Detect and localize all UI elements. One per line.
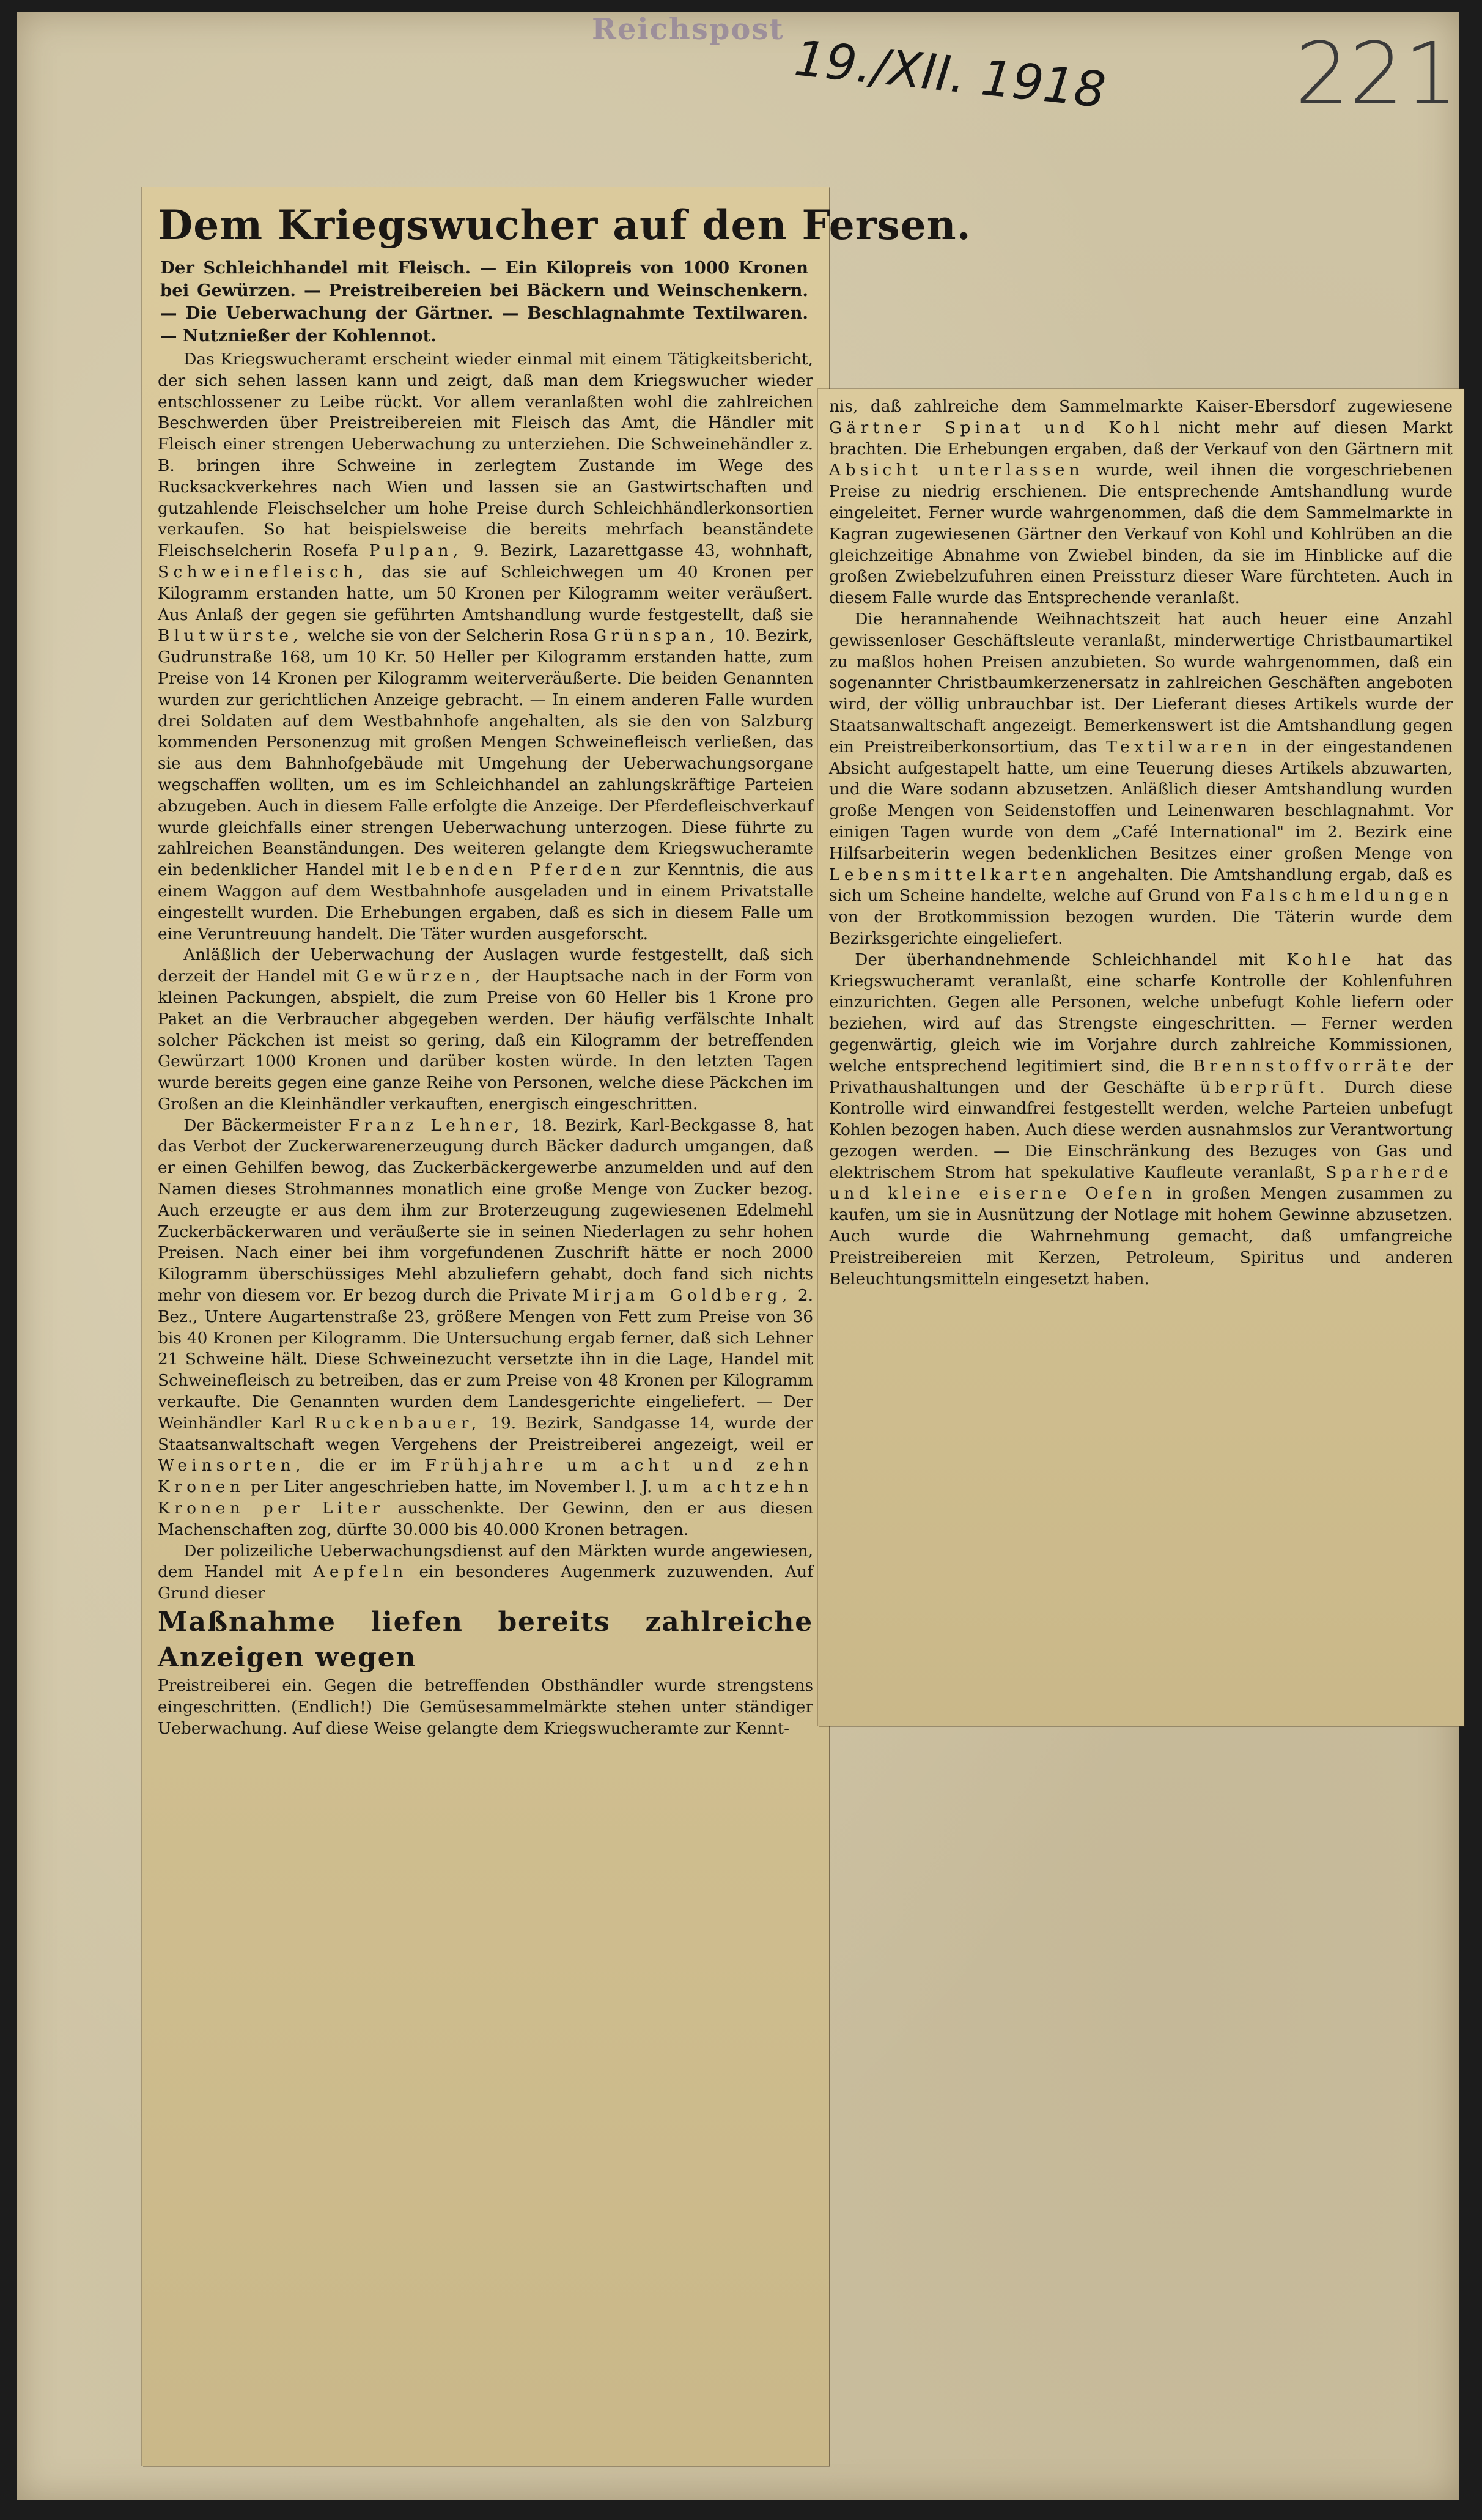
paragraph-markets: Der polizeiliche Ueberwachungsdienst auf den Märkten wurde angewiesen, dem Handel mit Aepfeln ein besonderes Augenmerk zuzuwenden. Auf Grund dieser — [158, 1541, 813, 1603]
clipping-right-column — [818, 389, 1464, 1726]
clipping-left-column — [142, 187, 971, 2466]
article-body-left — [158, 349, 813, 2456]
handwritten-date: 19./XII. 1918 — [792, 29, 1108, 119]
paragraph-coal: Der überhandnehmende Schleichhandel mit Kohle hat das Kriegswucheramt veranlaßt, eine scharfe Kontrolle der Kohlenfuhren einzurichten. Gegen alle Personen, welche unbefugt Kohle liefern oder beziehen, wird auf das Strengste eingeschritten. — Ferner werden gegenwärtig, gleich wie im Vorjahre durch zahlreiche Kommissionen, welche entsprechend legitimiert sind, die Brennstoffvorräte der Privathaushaltungen und der Geschäfte überprüft. Durch diese Kontrolle wird einwandfrei festgestellt werden, welche Parteien unbefugt Kohlen bezogen haben. Auch diese werden ausnahmslos zur Verantwortung gezogen werden. — Die Einschränkung des Bezuges von Gas und elektrischem Strom hat spekulative Kaufleute veranlaßt, Sparherde und kleine eiserne Oefen in großen Mengen zusammen zu kaufen, um sie in Ausnützung der Notlage mit hohem Gewinne abzusetzen. Auch wurde die Wahrnehmung gemacht, daß umfangreiche Preistreibereien mit Kerzen, Petroleum, Spiritus und anderen Beleuchtungsmitteln eingesetzt haben. — [829, 950, 1453, 1288]
article-subhead: Der Schleichhandel mit Fleisch. — Ein Kilopreis von 1000 Kronen bei Gewürzen. — Preistreibereien bei Bäckern und Weinschenkern. — Die Ueberwachung der Gärtner. — Beschlagnahmte Textilwaren. — Nutznießer der Kohlennot. — [160, 258, 808, 345]
paragraph-gardeners: nis, daß zahlreiche dem Sammelmarkte Kaiser-Ebersdorf zugewiesene Gärtner Spinat und Kohl nicht mehr auf diesen Markt brachten. Die Erhebungen ergaben, daß der Verkauf von den Gärtnern mit Absicht unterlassen wurde, weil ihnen die vorgeschriebenen Preise zu niedrig erschienen. Die entsprechende Amtshandlung wurde eingeleitet. Ferner wurde wahrgenommen, daß die dem Sammelmarkte in Kagran zugewiesenen Gärtner den Verkauf von Kohl und Kohlrüben an die gleichzeitige Abnahme von Zwiebel binden, da sie im Hinblicke auf die großen Zwiebelzufuhren einen Preissturz dieser Ware fürchteten. Auch in diesem Falle wurde das Entsprechende veranlaßt. — [829, 397, 1453, 608]
paragraph-meat: Das Kriegswucheramt erscheint wieder einmal mit einem Tätigkeitsbericht, der sich sehen lassen kann und zeigt, daß man dem Kriegswucher wieder entschlossener zu Leibe rückt. Vor allem veranlaßten wohl die zahlreichen Beschwerden über Preistreibereien mit Fleisch das Amt, die Händler mit Fleisch einer strengen Ueberwachung zu unterziehen. Die Schweinehändler z. B. bringen ihre Schweine in zerlegtem Zustande im Wege des Rucksackverkehres nach Wien und lassen sie an Gastwirtschaften und gutzahlende Fleischselcher um hohe Preise durch Schleichhändlerkonsortien verkaufen. So hat beispielsweise die bereits mehrfach beanständete Fleischselcherin Rosefa Pulpan, 9. Bezirk, Lazarettgasse 43, wohnhaft, Schweinefleisch, das sie auf Schleichwegen um 40 Kronen per Kilogramm erstanden hatte, um 50 Kronen per Kilogramm weiter veräußert. Aus Anlaß der gegen sie geführten Amtshandlung wurde festgestellt, daß sie Blutwürste, welche sie von der Selcherin Rosa Grünspan, 10. Bezirk, Gudrunstraße 168, um 10 Kr. 50 Heller per Kilogramm erstanden hatte, zum Preise von 14 Kronen per Kilogramm weiterveräußerte. Die beiden Genannten wurden zur gerichtlichen Anzeige gebracht. — In einem anderen Falle wurden drei Soldaten auf dem Westbahnhofe angehalten, als sie den von Salzburg kommenden Personenzug mit großen Mengen Schweinefleisch verließen, das sie aus dem Bahnhofgebäude mit Umgehung der Ueberwachungsorgane wegschaffen wollten, um es im Schleichhandel an zahlungskräftige Parteien abzugeben. Auch in diesem Falle erfolgte die Anzeige. Der Pferdefleischverkauf wurde gleichfalls einer strengen Ueberwachung unterzogen. Diese führte zu zahlreichen Beanständungen. Des weiteren gelangte dem Kriegswucheramte ein bedenklicher Handel mit lebenden Pferden zur Kenntnis, die aus einem Waggon auf dem Westbahnhofe ausgeladen und in einem Privatstalle eingestellt wurden. Die Erhebungen ergaben, daß es sich in diesem Falle um eine Veruntreuung handelt. Die Täter wurden ausgeforscht. — [158, 350, 814, 944]
paragraph-bakers: Der Bäckermeister Franz Lehner, 18. Bezirk, Karl-Beckgasse 8, hat das Verbot der Zuckerwarenerzeugung durch Bäcker dadurch umgangen, daß er einen Gehilfen bewog, das Zuckerbäckergewerbe anzumelden und auf den Namen dieses Strohmannes monatlich eine große Menge von Zucker bezog. Auch erzeugte er aus dem ihm zur Broterzeugung zugewiesenen Edelmehl Zuckerbäckerwaren und veräußerte sie in seinen Niederlagen zu sehr hohen Preisen. Nach einer bei ihm vorgefundenen Zuschrift hätte er noch 2000 Kilogramm überschüssiges Mehl abzuliefern gehabt, doch fand sich nichts mehr von diesem vor. Er bezog durch die Private Mirjam Goldberg, 2. Bez., Untere Augartenstraße 23, größere Mengen von Fett zum Preise von 36 bis 40 Kronen per Kilogramm. Die Untersuchung ergab ferner, daß sich Lehner 21 Schweine hält. Diese Schweinezucht versetzte ihn in die Lage, Handel mit Schweinefleisch zu betreiben, das er zum Preise von 48 Kronen per Kilogramm verkaufte. Die Genannten wurden dem Landesgerichte eingeliefert. — Der Weinhändler Karl Ruckenbauer, 19. Bezirk, Sandgasse 14, wurde der Staatsanwaltschaft wegen Vergehens der Preistreiberei angezeigt, weil er Weinsorten, die er im Frühjahre um acht und zehn Kronen per Liter angeschrieben hatte, im November l. J. um achtzehn Kronen per Liter ausschenkte. Der Gewinn, den er aus diesen Machenschaften zog, dürfte 30.000 bis 40.000 Kronen betragen. — [158, 1115, 814, 1539]
paragraph-christmas: Die herannahende Weihnachtszeit hat auch heuer eine Anzahl gewissenloser Geschäftsleute veranlaßt, minderwertige Christbaumartikel zu maßlos hohen Preisen anzubieten. So wurde wahrgenommen, daß ein sogenannter Christbaumkerzenersatz in zahlreichen Geschäften angeboten wird, der völlig unbrauchbar ist. Der Lieferant dieses Artikels wurde der Staatsanwaltschaft angezeigt. Bemerkenswert ist die Amtshandlung gegen ein Preistreiberkonsortium, das Textilwaren in der eingestandenen Absicht aufgestapelt hatte, um eine Teuerung dieses Artikels abzuwarten, und die Ware sodann abzusetzen. Anläßlich dieser Amtshandlung wurden große Mengen von Seidenstoffen und Leinenwaren beschlagnahmt. Vor einigen Tagen wurde von dem „Café International" im 2. Bezirk eine Hilfsarbeiterin wegen bedenklichen Besitzes einer großen Menge von Lebensmittelkarten angehalten. Die Amtshandlung ergab, daß es sich um Scheine handelte, welche auf Grund von Falschmeldungen von der Brotkommission bezogen wurden. Die Täterin wurde dem Bezirksgerichte eingeliefert. — [829, 609, 1453, 948]
newspaper-stamp: Reichspost — [592, 12, 784, 46]
bold-line: Maßnahme liefen bereits zahlreiche Anzeigen wegen — [158, 1606, 813, 1674]
paragraph-markets-cont: Preistreiberei ein. Gegen die betreffenden Obsthändler wurde strengstens eingeschritten. (Endlich!) Die Gemüsesammelmärkte stehen unter ständiger Ueberwachung. Auf diese Weise gelangte dem Kriegswucheramte zur Kennt- — [158, 1676, 813, 1738]
article-headline: Dem Kriegswucher auf den Fersen. — [158, 201, 971, 249]
sheet-number: 221 — [1295, 24, 1459, 124]
article-body-right — [829, 396, 1453, 1717]
paragraph-spices: Anläßlich der Ueberwachung der Auslagen wurde festgestellt, daß sich derzeit der Handel mit Gewürzen, der Hauptsache nach in der Form von kleinen Packungen, abspielt, die zum Preise von 60 Heller bis 1 Krone pro Paket an die Verbraucher abgegeben werden. Der häufig verfälschte Inhalt solcher Päckchen ist meist so gering, daß ein Kilogramm der betreffenden Gewürzart 1000 Kronen und darüber kosten würde. In den letzten Tagen wurde bereits gegen eine ganze Reihe von Personen, welche diese Päckchen im Großen an die Kleinhändler verkauften, energisch eingeschritten. — [158, 945, 813, 1114]
